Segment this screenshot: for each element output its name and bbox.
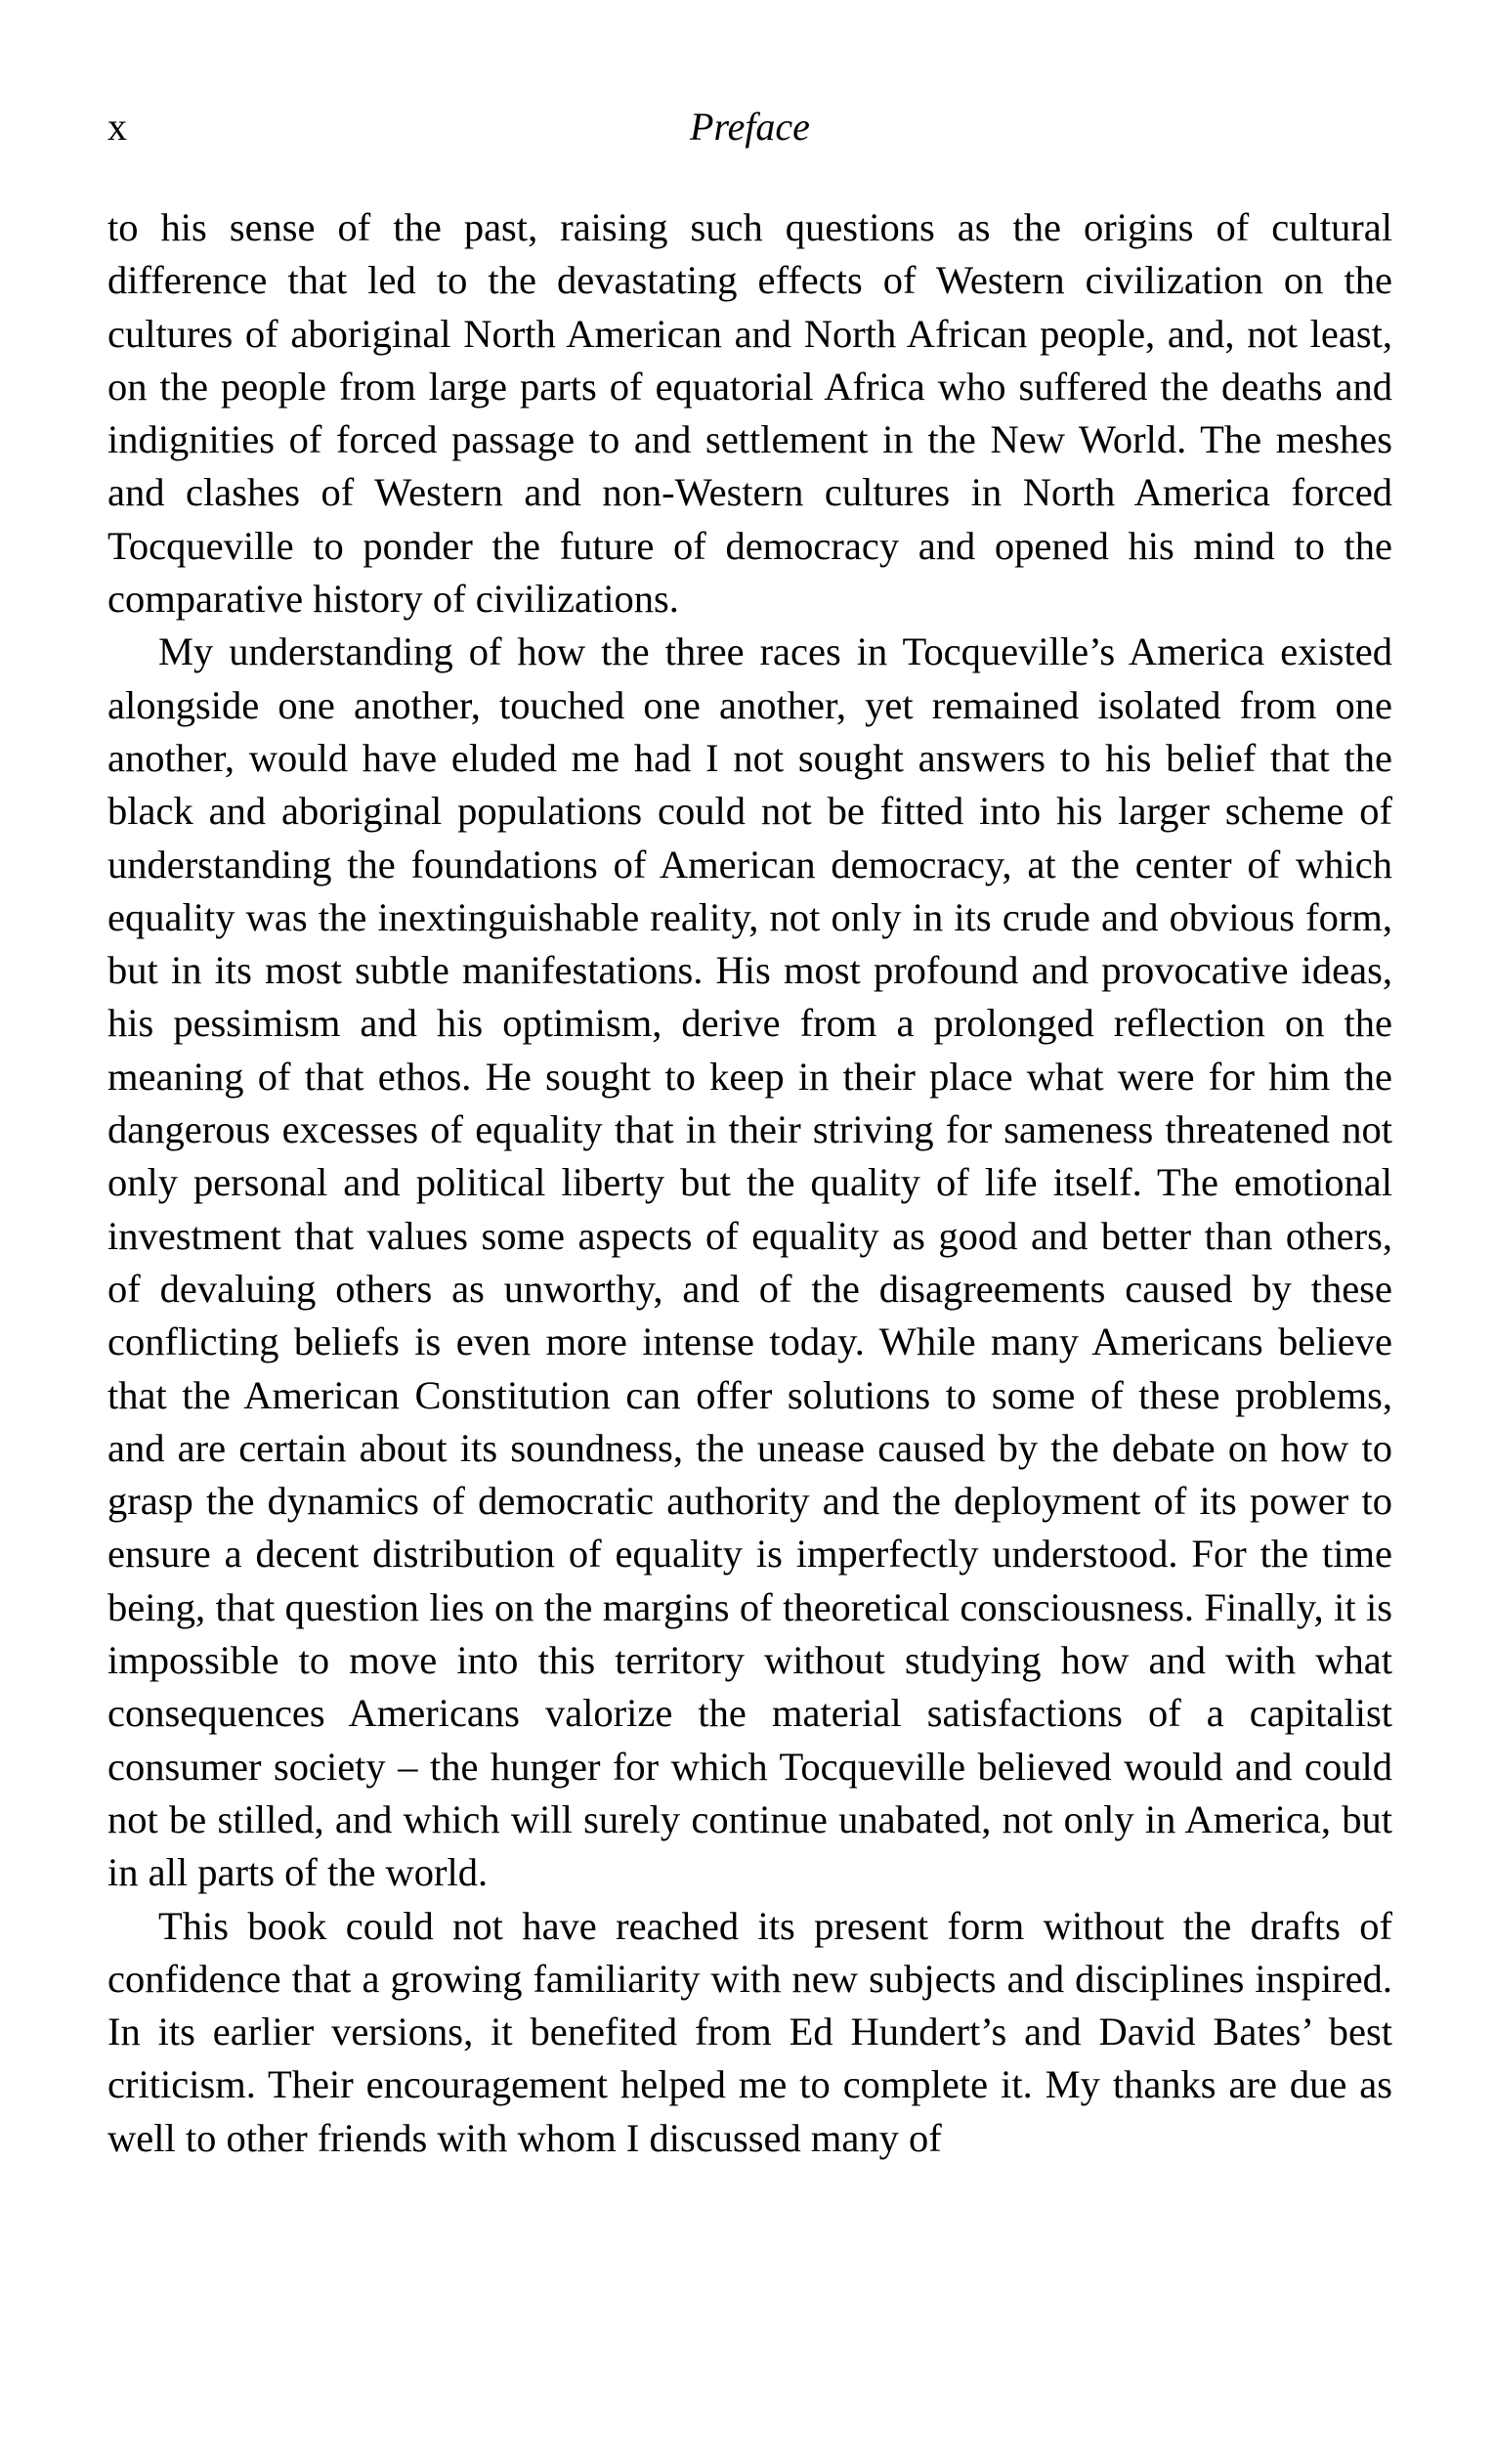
paragraph-acknowledgments: This book could not have reached its present form without the drafts of confidence that a growing familiarity with new subjects and disciplines inspired. In its earlier versions, it benefited from Ed Hundert’s and David Bates’ best criticism. Their encouragement helped me to complete it. My thanks are due as well to other friends with whom I discussed many of xyxy=(107,1903,1392,2160)
body-text xyxy=(107,201,1392,2165)
paragraph-continued: to his sense of the past, raising such questions as the origins of cultural difference that led to the devastating effects of Western civilization on the cultures of aboriginal North American and North African people, and, not least, on the people from large parts of equatorial Africa who suffered the deaths and indignities of forced passage to and settlement in the New World. The meshes and clashes of Western and non-Western cultures in North America forced Tocqueville to ponder the future of democracy and opened his mind to the comparative history of civilizations. xyxy=(107,205,1392,622)
running-head xyxy=(107,98,1392,156)
paragraph-three-races: My understanding of how the three races in Tocqueville’s America existed alongside one another, touched one another, yet remained isolated from one another, would have eluded me had I not sought answers to his belief that the black and aboriginal populations could not be fitted into his larger scheme of understanding the foundations of American democracy, at the center of which equality was the inextinguishable reality, not only in its crude and obvious form, but in its most subtle manifestations. His most profound and provocative ideas, his pessimism and his optimism, derive from a prolonged reflection on the meaning of that ethos. He sought to keep in their place what were for him the dangerous excesses of equality that in their striving for sameness threatened not only personal and political liberty but the quality of life itself. The emotional investment that values some aspects of equality as good and better than others, of devaluing others as unworthy, and of the disagreements caused by these conflicting beliefs is even more intense today. While many Americans believe that the American Constitution can offer solutions to some of these problems, and are certain about its soundness, the unease caused by the debate on how to grasp the dynamics of democratic authority and the deployment of its power to ensure a decent distribution of equality is imperfectly understood. For the time being, that question lies on the margins of theoretical consciousness. Finally, it is impossible to move into this territory without studying how and with what consequences Americans valorize the material satisfactions of a capitalist consumer society – the hunger for which Tocqueville believed would and could not be stilled, and which will surely continue unabated, not only in America, but in all parts of the world. xyxy=(107,629,1392,1895)
page-number: x xyxy=(107,105,127,149)
running-head-title: Preface xyxy=(690,105,810,149)
